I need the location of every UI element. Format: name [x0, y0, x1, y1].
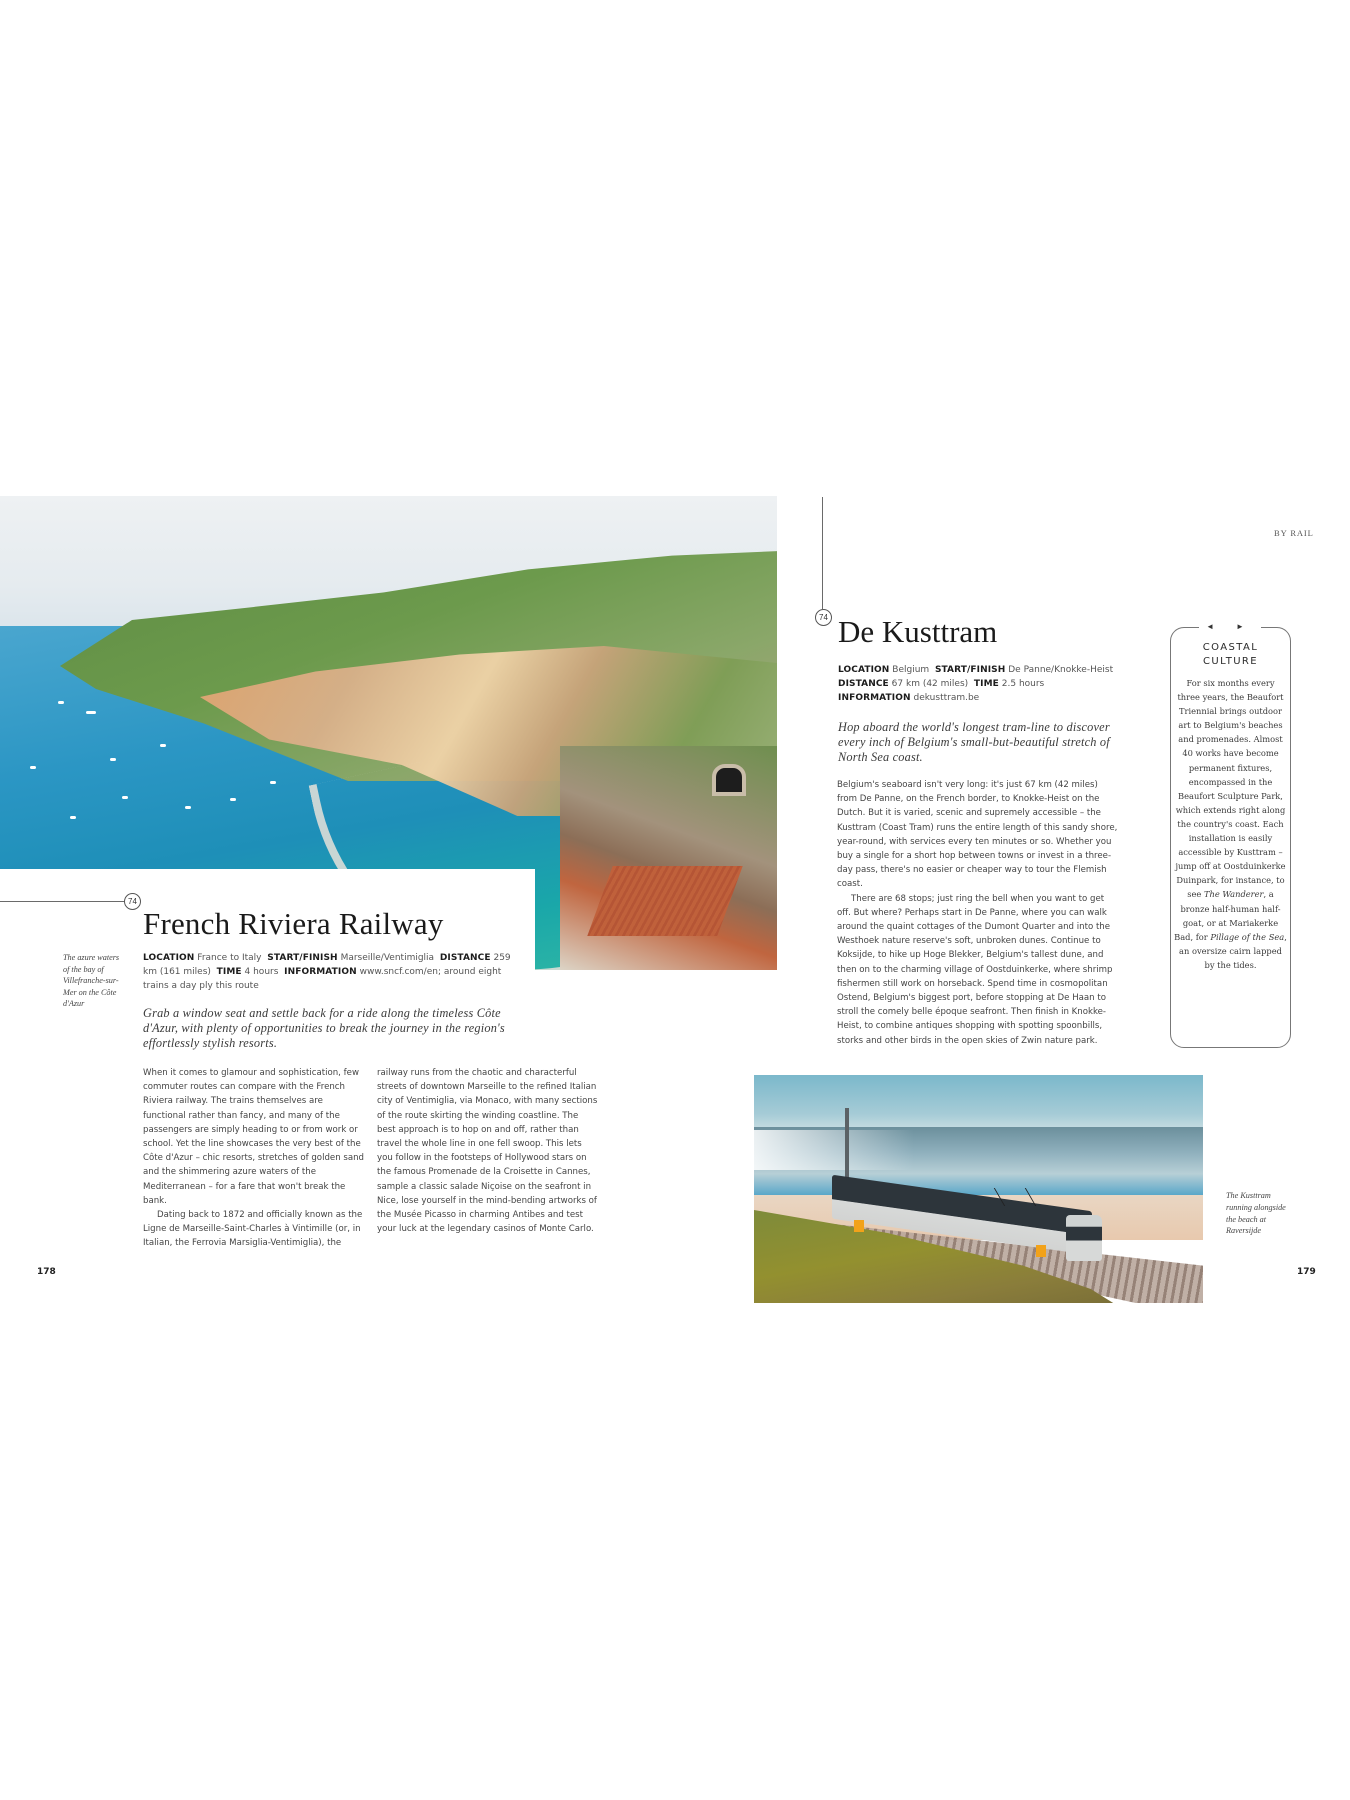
photo-kusttram [754, 1075, 1203, 1303]
fact-value: 2.5 hours [1001, 679, 1045, 689]
fact-value: dekusttram.be [913, 693, 980, 703]
fact-label: START/FINISH [267, 953, 338, 963]
photo-tunnel [712, 764, 746, 796]
fact-label: TIME [973, 679, 999, 689]
boat [185, 806, 191, 809]
fact-label: START/FINISH [934, 665, 1006, 675]
fact-label: TIME [216, 967, 242, 977]
body-paragraph: railway runs from the chaotic and characterful streets of downtown Marseille to the refined Italian city of Ventimiglia, via Monaco, with many sections of the route skirting the winding coastline. The best approach is to hop on and off, rather than travel the whole line in one fell swoop. This lets you follow in the footsteps of Hollywood stars on the famous Promenade de la Croisette in Cannes, sample a classic salade Niçoise on the seafront in Nice, lose yourself in the mind-bending artworks of the Musée Picasso in charming Antibes and test your luck at the legendary casinos of Monte Carlo. [377, 1068, 598, 1235]
sidebar-body [1174, 676, 1287, 972]
photo-sun-glare [754, 1130, 914, 1170]
running-head: BY RAIL [1274, 528, 1314, 538]
fact-value: 4 hours [244, 967, 279, 977]
photo-station-roof [587, 866, 742, 936]
boat [110, 758, 116, 761]
body-paragraph: Dating back to 1872 and officially known as the Ligne de Marseille-Saint-Charles à Vintimille (or, in Italian, the Ferrovia Marsiglia-Ventimiglia), the [143, 1210, 363, 1249]
fact-label: INFORMATION [838, 693, 911, 703]
entry-leader-line [0, 901, 124, 902]
photo-tram-front [1066, 1215, 1102, 1261]
boat [160, 744, 166, 747]
body-paragraph: When it comes to glamour and sophistication, few commuter routes can compare with the French Riviera railway. The trains themselves are functional rather than fancy, and many of the passengers are simply heading to or from work or school. Yet the line showcases the very best of the Côte d'Azur – chic resorts, stretches of golden sand and the shimmering azure waters of the Mediterranean – for a fare that won't break the bank. [143, 1068, 365, 1206]
photo-villefranche [0, 496, 777, 970]
standfirst: Hop aboard the world's longest tram-line to discover every inch of Belgium's small-but-beautiful stretch of North Sea coast. [838, 720, 1110, 764]
page-number: 179 [1297, 1267, 1316, 1277]
entry-number-badge: 74 [815, 609, 832, 626]
fact-value: www.sncf.com/en; around eight trains a day ply this route [143, 967, 502, 991]
article-title: French Riviera Railway [143, 906, 444, 941]
body-paragraph: There are 68 stops; just ring the bell when you want to get off. But where? Perhaps start in De Panne, where you can walk around the quaint cottages of the Dumont Quarter and into the Westhoek nature reserve's soft, unbroken dunes. Continue to Koksijde, to hike up Hoge Blekker, Belgium's tallest dune, and then on to the charming village of Oostduinkerke, where shrimp fishermen still work on horseback. Spend time in cosmopolitan Ostend, Belgium's biggest port, before stopping at De Haan to stroll the comely belle époque seafront. Then finish in Knokke-Heist, to combine antiques shopping with spotting spoonbills, storks and other birds in the open skies of Zwin nature park. [837, 893, 1113, 1046]
sidebar-title [1170, 641, 1291, 669]
sidebar-title-line: CULTURE [1203, 656, 1258, 667]
fact-label: LOCATION [143, 953, 195, 963]
fact-value: Marseille/Ventimiglia [340, 953, 435, 963]
tram-livery-stripe [1036, 1245, 1046, 1257]
fact-label: DISTANCE [439, 953, 491, 963]
boat [58, 701, 64, 704]
page-number: 178 [37, 1267, 56, 1277]
article-title: De Kusttram [838, 614, 998, 649]
body-column-2 [377, 1066, 599, 1236]
photo-pole [845, 1108, 849, 1180]
boat [30, 766, 36, 769]
fact-label: LOCATION [838, 665, 890, 675]
artwork-title: Pillage of the Sea [1210, 931, 1285, 942]
sidebar-text: , a bronze half-human half-goat, or at Mariakerke Bad, for [1174, 889, 1281, 942]
standfirst: Grab a window seat and settle back for a ride along the timeless Côte d'Azur, with plenty of opportunities to break the journey in the region's effortlessly stylish resorts. [143, 1006, 505, 1050]
photo-caption: The Kusttram running alongside the beach at Raversijde [1226, 1191, 1286, 1236]
fact-value: 259 km (161 miles) [143, 953, 511, 977]
fact-value: France to Italy [197, 953, 262, 963]
artwork-title: The Wanderer [1203, 889, 1264, 900]
boat [230, 798, 236, 801]
route-facts [838, 663, 1118, 705]
entry-leader-line [822, 497, 823, 609]
photo-caption: The azure waters of the bay of Villefranche-sur-Mer on the Côte d'Azur [63, 953, 120, 1008]
fact-value: 67 km (42 miles) [891, 679, 969, 689]
fact-value: De Panne/Knokke-Heist [1008, 665, 1114, 675]
boat [270, 781, 276, 784]
entry-number-badge: 74 [124, 893, 141, 910]
body-column [837, 778, 1119, 1048]
fact-label: DISTANCE [838, 679, 889, 689]
fact-label: INFORMATION [284, 967, 357, 977]
boat [70, 816, 76, 819]
sidebar-title-line: COASTAL [1202, 642, 1259, 653]
tram-livery-stripe [854, 1220, 864, 1232]
photo-sky [754, 1075, 1203, 1130]
sidebar-text: , an oversize cairn lapped by the tides. [1179, 931, 1287, 970]
arrows-icon: ◄ ► [1199, 618, 1261, 636]
body-column-1 [143, 1066, 365, 1251]
route-facts [143, 951, 513, 993]
body-paragraph: Belgium's seaboard isn't very long: it's just 67 km (42 miles) from De Panne, on the French border, to Knokke-Heist on the Dutch. But it is varied, scenic and supremely accessible – the Kusttram (Coast Tram) runs the entire length of this sandy shore, year-round, with services every ten minutes or so. Whether you buy a single for a short hop between towns or invest in a three-day pass, there's no easier or cheaper way to tour the Flemish coast. [837, 780, 1118, 890]
sidebar-text: For six months every three years, the Beaufort Triennial brings outdoor art to Belgium's beaches and promenades. Almost 40 works have become permanent fixtures, encompassed in the Beaufort Sculpture Park, which extends right along the country's coast. Each installation is easily accessible by Kusttram – jump off at Oostduinkerke Duinpark, for instance, to see [1175, 678, 1286, 900]
boat [122, 796, 128, 799]
fact-value: Belgium [892, 665, 930, 675]
boat [86, 711, 96, 714]
